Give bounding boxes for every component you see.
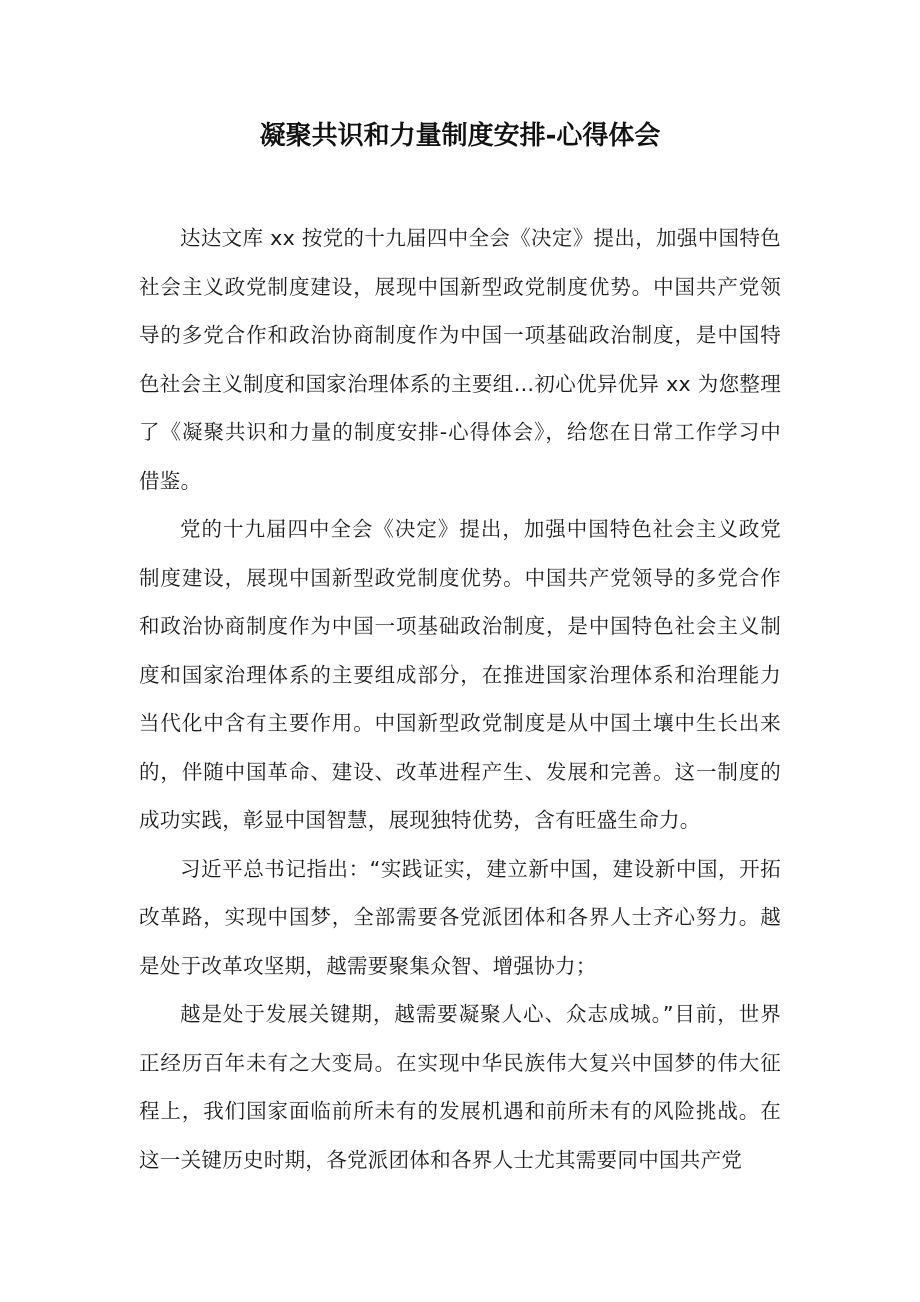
paragraph-2: 党的十九届四中全会《决定》提出，加强中国特色社会主义政党制度建设，展现中国新型政党制度优势。中国共产党领导的多党合作和政治协商制度作为中国一项基础政治制度，是中国特色社会主义制度和国家治理体系的主要组成部分，在推进国家治理体系和治理能力当代化中含有主要作用。中国新型政党制度是从中国土壤中生长出来的，伴随中国革命、建设、改革进程产生、发展和完善。这一制度的成功实践，彰显中国智慧，展现独特优势，含有旺盛生命力。 [139, 517, 781, 832]
document-body [139, 214, 781, 1184]
paragraph-4: 越是处于发展关键期，越需要凝聚人心、众志成城。”目前，世界正经历百年未有之大变局。在实现中华民族伟大复兴中国梦的伟大征程上，我们国家面临前所未有的发展机遇和前所未有的风险挑战。在这一关键历史时期，各党派团体和各界人士尤其需要同中国共产党 [139, 1002, 781, 1172]
paragraph-intro: 达达文库 xx 按党的十九届四中全会《决定》提出，加强中国特色社会主义政党制度建设，展现中国新型政党制度优势。中国共产党领导的多党合作和政治协商制度作为中国一项基础政治制度，是中国特色社会主义制度和国家治理体系的主要组…初心优异优异 xx 为您整理了《凝聚共识和力量的制度安排-心得体会》，给您在日常工作学习中借鉴。 [139, 226, 781, 493]
document-title: 凝聚共识和力量制度安排-心得体会 [259, 121, 661, 151]
paragraph-3: 习近平总书记指出：“实践证实，建立新中国，建设新中国，开拓改革路，实现中国梦，全部需要各党派团体和各界人士齐心努力。越是处于改革攻坚期，越需要聚集众智、增强协力； [139, 856, 781, 978]
